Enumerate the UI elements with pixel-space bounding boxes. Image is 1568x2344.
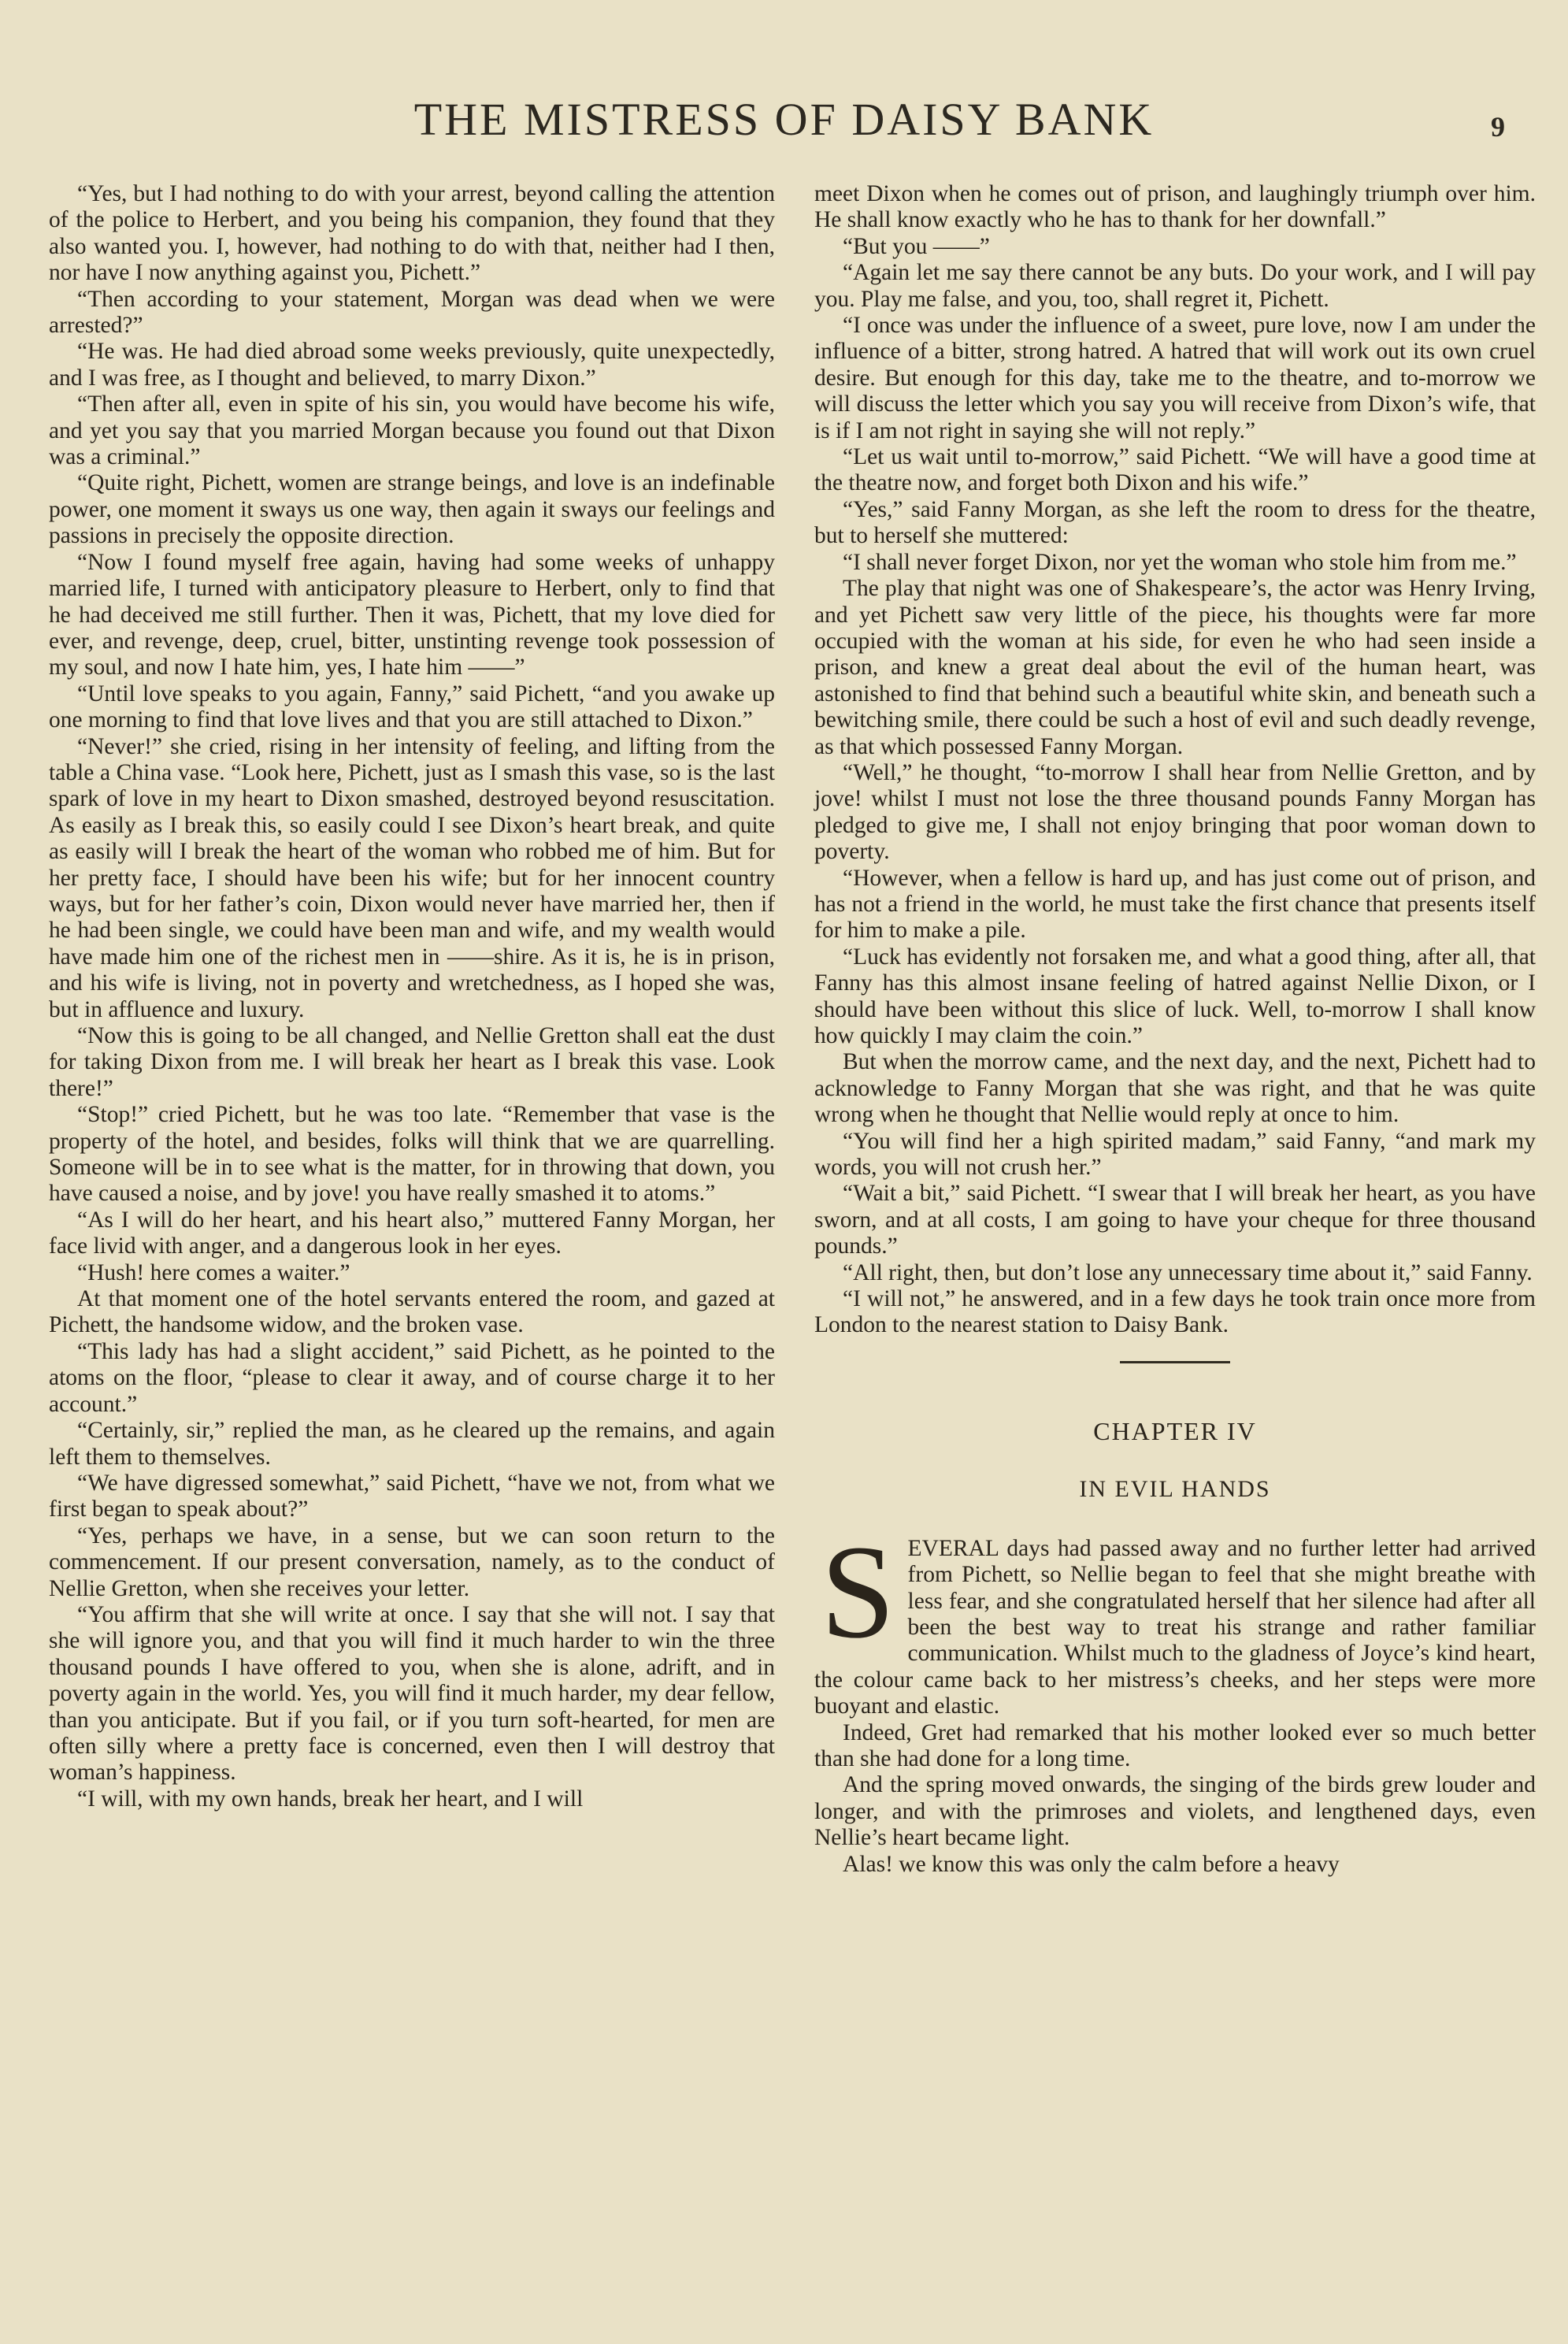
paragraph: And the spring moved onwards, the singing of the birds grew louder and longer, and with the primroses and violets, and lengthened days, even Nellie’s heart became light.: [814, 1772, 1536, 1851]
paragraph: “Wait a bit,” said Pichett. “I swear that I will break her heart, as you have sworn, and at all costs, I am going to have your cheque for three thousand pounds.”: [814, 1181, 1536, 1259]
paragraph: “You affirm that she will write at once. I say that she will not. I say that she will ignore you, and that you will find it much harder to win the three thousand pounds I have offered to you, when she is alone, adrift, and in poverty again in the world. Yes, you will find it much harder, my dear fellow, than you anticipate. But if you fail, or if you turn soft-hearted, for men are often silly where a pretty face is concerned, even then I will destroy that woman’s happiness.: [49, 1601, 775, 1786]
paragraph: “Certainly, sir,” replied the man, as he cleared up the remains, and again left them to themselves.: [49, 1418, 775, 1470]
paragraph: “I will not,” he answered, and in a few days he took train once more from London to the nearest station to Daisy Bank.: [814, 1286, 1536, 1338]
drop-cap: S: [821, 1517, 895, 1666]
paragraph: The play that night was one of Shakespeare’s, the actor was Henry Irving, and yet Pichett saw very little of the piece, his thoughts were far more occupied with the woman at his side, for even he who had seen inside a prison, and knew a great deal about the evil of the human heart, was astonished to find that behind such a beautiful white skin, and beneath such a bewitching smile, there could be such a host of evil and such deadly revenge, as that which possessed Fanny Morgan.: [814, 576, 1536, 759]
paragraph: “As I will do her heart, and his heart also,” muttered Fanny Morgan, her face livid with anger, and a dangerous look in her eyes.: [49, 1207, 775, 1259]
paragraph: “But you ——”: [843, 233, 990, 259]
paragraph: “Quite right, Pichett, women are strange beings, and love is an indefinable power, one moment it sways us one way, then again it sways our feelings and passions in precisely the opposite direction.: [49, 470, 775, 549]
paragraph: But when the morrow came, and the next day, and the next, Pichett had to acknowledge to Fanny Morgan that she was right, and that he was quite wrong when he thought that Nellie would reply at once to him.: [814, 1049, 1536, 1128]
page-number: 9: [1491, 111, 1505, 143]
chapter-subheading: IN EVIL HANDS: [1079, 1476, 1271, 1503]
paragraph: “He was. He had died abroad some weeks previously, quite unexpectedly, and I was free, as I thought and believed, to marry Dixon.”: [49, 339, 775, 391]
right-column: [814, 181, 1536, 1878]
paragraph: “Until love speaks to you again, Fanny,” said Pichett, “and you awake up one morning to find that love lives and that you are still attached to Dixon.”: [49, 681, 775, 733]
paragraph: Alas! we know this was only the calm before a heavy: [843, 1851, 1340, 1877]
paragraph: “Let us wait until to-morrow,” said Pichett. “We will have a good time at the theatre now, and forget both Dixon and his wife.”: [814, 444, 1536, 496]
paragraph: “I shall never forget Dixon, nor yet the woman who stole him from me.”: [843, 549, 1517, 575]
paragraph: “Now this is going to be all changed, and Nellie Gretton shall eat the dust for taking Dixon from me. I will break her heart as I break this vase. Look there!”: [49, 1023, 775, 1101]
paragraph: “Then according to your statement, Morgan was dead when we were arrested?”: [49, 286, 775, 339]
paragraph: “I will, with my own hands, break her heart, and I will: [77, 1786, 584, 1812]
opening-text: EVERAL days had passed away and no further letter had arrived from Pichett, so Nellie began to feel that she might breathe with less fear, and she congratulated herself that her silence had after all been the best way to treat his strange and rather familiar communication. Whilst much to the gladness of Joyce’s kind heart, the colour came back to her mistress’s cheeks, and her steps were more buoyant and elastic.: [814, 1535, 1536, 1719]
paragraph: “Yes, perhaps we have, in a sense, but we can soon return to the commencement. If our present conversation, namely, as to the conduct of Nellie Gretton, when she receives your letter.: [49, 1522, 775, 1601]
paragraph: “Never!” she cried, rising in her intensity of feeling, and lifting from the table a China vase. “Look here, Pichett, just as I smash this vase, so is the last spark of love in my heart to Dixon smashed, destroyed beyond resuscitation. As easily as I break this, so easily could I see Dixon’s heart break, and quite as easily will I break the heart of the woman who robbed me of him. But for her pretty face, I should have been his wife; but for her innocent country ways, but for her father’s coin, Dixon would never have married her, then if he had been single, we could have been man and wife, and my wealth would have made him one of the richest men in ——shire. As it is, he is in prison, and his wife is living, not in poverty and wretchedness, as I hoped she was, but in affluence and luxury.: [49, 733, 775, 1022]
chapter-opening-paragraph: [814, 1517, 1536, 1720]
paragraph: “Yes, but I had nothing to do with your arrest, beyond calling the attention of the police to Herbert, and you being his companion, they found that they also wanted you. I, however, had nothing to do with that, neither had I then, nor have I now anything against you, Pichett.”: [49, 181, 775, 286]
chapter-heading: CHAPTER IV: [1093, 1416, 1257, 1445]
paragraph: “Now I found myself free again, having had some weeks of unhappy married life, I turned with anticipatory pleasure to Herbert, only to find that he had deceived me still further. Then it was, Pichett, that my love died for ever, and revenge, deep, cruel, bitter, unstinting revenge took possession of my soul, and now I hate him, yes, I hate him ——”: [49, 549, 775, 681]
paragraph: “Then after all, even in spite of his sin, you would have become his wife, and yet you say that you married Morgan because you found out that Dixon was a criminal.”: [49, 391, 775, 470]
paragraph: At that moment one of the hotel servants entered the room, and gazed at Pichett, the handsome widow, and the broken vase.: [49, 1286, 775, 1338]
paragraph: “However, when a fellow is hard up, and has just come out of prison, and has not a friend in the world, he must take the first chance that presents itself for him to make a pile.: [814, 865, 1536, 944]
paragraph: Indeed, Gret had remarked that his mother looked ever so much better than she had done for a long time.: [814, 1719, 1536, 1771]
running-head-title: THE MISTRESS OF DAISY BANK: [413, 94, 1155, 145]
paragraph: “I once was under the influence of a sweet, pure love, now I am under the influence of a bitter, strong hatred. A hatred that will work out its own cruel desire. But enough for this day, take me to the theatre, and to-morrow we will discuss the letter which you say you will receive from Dixon’s wife, that is if I am not right in saying she will not reply.”: [814, 313, 1536, 443]
paragraph: “We have digressed somewhat,” said Pichett, “have we not, from what we first began to speak about?”: [49, 1470, 775, 1522]
paragraph: “Stop!” cried Pichett, but he was too late. “Remember that vase is the property of the hotel, and besides, folks will think that we are quarrelling. Someone will be in to see what is the matter, for in throwing that down, you have caused a noise, and by jove! you have really smashed it to atoms.”: [49, 1102, 775, 1207]
left-column: [49, 181, 775, 1812]
paragraph: “Hush! here comes a waiter.”: [77, 1259, 350, 1285]
paragraph: “You will find her a high spirited madam,” said Fanny, “and mark my words, you will not crush her.”: [814, 1128, 1536, 1181]
paragraph: “Again let me say there cannot be any buts. Do your work, and I will pay you. Play me false, and you, too, shall regret it, Pichett.: [814, 260, 1536, 312]
section-divider: [1120, 1361, 1230, 1363]
paragraph: “This lady has had a slight accident,” said Pichett, as he pointed to the atoms on the floor, “please to clear it away, and of course charge it to her account.”: [49, 1338, 775, 1417]
paragraph: “Luck has evidently not forsaken me, and what a good thing, after all, that Fanny has this almost insane feeling of hatred against Nellie Dixon, or I should have been without this slice of luck. Well, to-morrow I shall know how quickly I may claim the coin.”: [814, 944, 1536, 1048]
paragraph: “All right, then, but don’t lose any unnecessary time about it,” said Fanny.: [843, 1259, 1533, 1285]
paragraph: meet Dixon when he comes out of prison, and laughingly triumph over him. He shall know exactly who he has to thank for her downfall.”: [814, 181, 1536, 233]
paragraph: “Yes,” said Fanny Morgan, as she left the room to dress for the theatre, but to herself she muttered:: [814, 496, 1536, 549]
paragraph: “Well,” he thought, “to-morrow I shall hear from Nellie Gretton, and by jove! whilst I must not lose the three thousand pounds Fanny Morgan has pledged to give me, I shall not enjoy bringing that poor woman down to poverty.: [814, 759, 1536, 865]
